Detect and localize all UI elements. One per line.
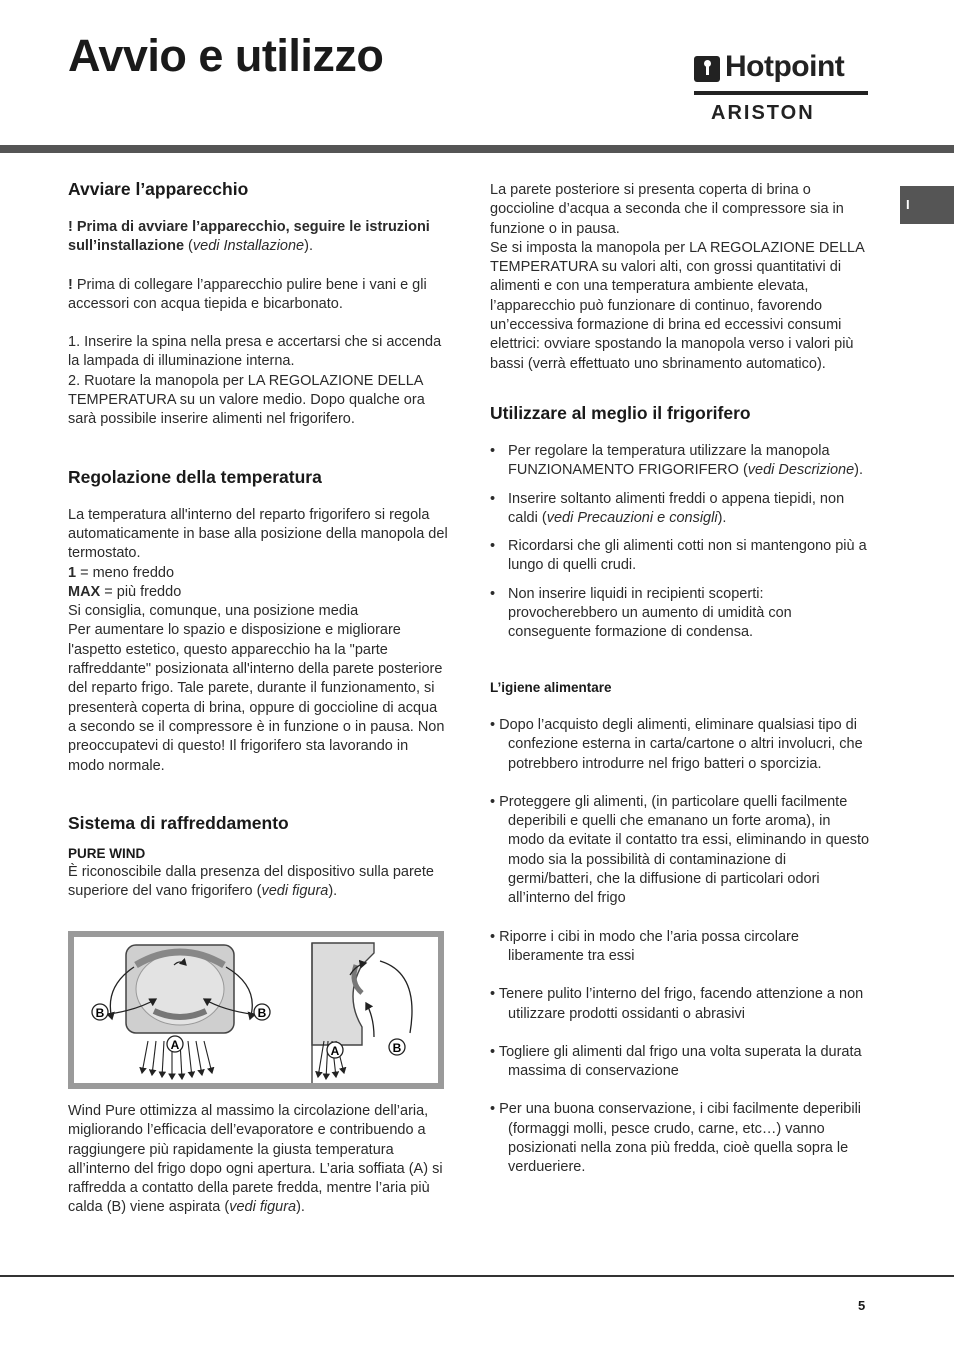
language-tab: [900, 186, 954, 224]
label-b-left: [92, 1004, 108, 1020]
warning-installation: ! Prima di avviare l’apparecchio, seguire le istruzioni sull’installazione (vedi Installazione).: [68, 219, 430, 255]
footer-divider: [0, 1275, 954, 1277]
frost-paragraph: La parete posteriore si presenta coperta di brina o goccioline d’acqua a seconda che il compressore sia in funzione o in pausa.: [490, 182, 844, 237]
list-item: • Ricordarsi che gli alimenti cotti non si mantengono più a lungo di quelli crudi.: [490, 538, 867, 574]
section-title-utilizzare: Utilizzare al meglio il frigorifero: [490, 402, 751, 423]
list-item: • Inserire soltanto alimenti freddi o appena tiepidi, non caldi (vedi Precauzioni e consigli).: [490, 490, 845, 526]
list-item: • Non inserire liquidi in recipienti scoperti: provocherebbero un aumento di umidità con conseguente formazione di condensa.: [490, 585, 792, 641]
svg-text:B: B: [392, 1041, 402, 1055]
logo-hotpoint-text: Hotpoint: [725, 50, 845, 83]
label-a-side: [327, 1042, 343, 1058]
airflow-diagram: [74, 937, 438, 1083]
hygiene-item: • Tenere pulito l’interno del frigo, facendo attenzione a non utilizzare prodotti ossidanti o abrasivi: [490, 986, 864, 1022]
hygiene-item: • Per una buona conservazione, i cibi facilmente deperibili (formaggi molli, pesce crudo, carne, etc…) vanno posizionati nella zona più fredda, cioè quella sopra le verdueriere.: [490, 1101, 862, 1176]
language-tab-label: I: [906, 197, 910, 212]
fan-unit-front: [126, 945, 234, 1033]
high-setting-paragraph: Se si imposta la manopola per LA REGOLAZIONE DELLA TEMPERATURA su valori alti, con grossi quantitativi di alimenti e con una temperatura ambiente elevata, l’apparecchio può funzionare di continuo, favorendo un’eccessiva formazione di brina ed eccessivi consumi elettrici: ovviare spostando la manopola verso i valori più bassi (verrà effettuato uno sbrinamento automatico).: [490, 239, 864, 372]
pure-wind-intro: È riconoscibile dalla presenza del dispositivo sulla parete superiore del vano frigorifero (vedi figura).: [68, 864, 434, 900]
hotpoint-logo-icon: [694, 56, 720, 82]
hygiene-item: • Togliere gli alimenti dal frigo una volta superata la durata massima di conservazione: [490, 1043, 862, 1080]
svg-text:A: A: [170, 1038, 180, 1052]
fan-unit-side: [312, 943, 374, 1083]
label-b-side: [389, 1039, 405, 1055]
pure-wind-description: Wind Pure ottimizza al massimo la circolazione dell’aria, migliorando l’efficacia dell’evaporatore e contribuendo a raggiungere più rapidamente la giusta temperatura all’interno del frigo dopo ogni apertura. L’aria soffiata (A) si raffredda a contatto della parete fredda, mentre l’aria più calda (B) viene aspirata (vedi figura).: [68, 1103, 443, 1216]
header-divider-bar: [0, 145, 954, 153]
left-column: [68, 178, 448, 902]
step-1: 1. Inserire la spina nella presa e accertarsi che si accenda la lampada di illuminazione interna.: [68, 334, 442, 370]
hygiene-item: • Riporre i cibi in modo che l’aria possa circolare liberamente tra essi: [490, 928, 799, 964]
section-title-avviare: Avviare l’apparecchio: [68, 179, 249, 199]
pure-wind-figure: [68, 931, 444, 1089]
label-a-front: [167, 1036, 183, 1052]
setting-max: MAX = più freddo: [68, 583, 182, 600]
section-title-regolazione: Regolazione della temperatura: [68, 466, 322, 487]
usage-tips-list: [490, 442, 870, 643]
side-up-arrow: [366, 1003, 374, 1037]
brand-logo: [694, 52, 868, 124]
list-item: • Per regolare la temperatura utilizzare la manopola FUNZIONAMENTO FRIGORIFERO (vedi Descrizione).: [490, 442, 864, 479]
hygiene-title: L’igiene alimentare: [490, 679, 612, 695]
pure-wind-subtitle: PURE WIND: [68, 845, 146, 861]
temperature-paragraph: La temperatura all'interno del reparto frigorifero si regola automaticamente in base alla posizione della manopola del termostato.: [68, 506, 448, 562]
right-column: [490, 181, 870, 1178]
label-b-right: [254, 1004, 270, 1020]
svg-text:B: B: [95, 1006, 105, 1020]
warning-cleaning: ! Prima di collegare l’apparecchio pulire bene i vani e gli accessori con acqua tiepida e bicarbonato.: [68, 276, 427, 312]
setting-min: 1 = meno freddo: [68, 564, 175, 581]
logo-ariston-text: ARISTON: [711, 102, 815, 124]
step-2: 2. Ruotare la manopola per LA REGOLAZIONE DELLA TEMPERATURA su un valore medio. Dopo qualche ora sarà possibile inserire alimenti nel frigorifero.: [68, 372, 425, 428]
svg-text:B: B: [257, 1006, 267, 1020]
side-return-arrow: [380, 961, 412, 1033]
page-number: 5: [858, 1298, 866, 1313]
logo-divider: [694, 91, 868, 95]
hygiene-item: • Proteggere gli alimenti, (in particolare quelli facilmente deperibili e quelli che emanano un forte aroma), in modo da evitate il contatto tra essi, eliminando in questo modo sia la possibilità di contaminazione di germi/batteri, che la diffusione di particolari odori all’interno del frigo: [490, 793, 870, 907]
hygiene-item: • Dopo l’acquisto degli alimenti, eliminare qualsiasi tipo di confezione esterna in carta/cartone o altri involucri, che potrebbero introdurre nel frigo batteri o sporcizia.: [490, 716, 863, 772]
page-title: Avvio e utilizzo: [68, 30, 384, 81]
svg-text:A: A: [330, 1044, 340, 1058]
cooling-wall-paragraph: Per aumentare lo spazio e disposizione e migliorare l'aspetto estetico, questo apparecchio ha la "parte raffreddante" posizionata all'interno della parete posteriore del reparto frigo. Tale parete, durante il funzionamento, si presenterà coperta di brina, oppure di goccioline di acqua a secondo se il compressore è in funzione o in pausa. Non preoccupatevi di questo! Il frigorifero sta lavorando in modo normale.: [68, 622, 445, 774]
section-title-raffreddamento: Sistema di raffreddamento: [68, 812, 289, 833]
setting-advice: Si consiglia, comunque, una posizione media: [68, 603, 359, 620]
